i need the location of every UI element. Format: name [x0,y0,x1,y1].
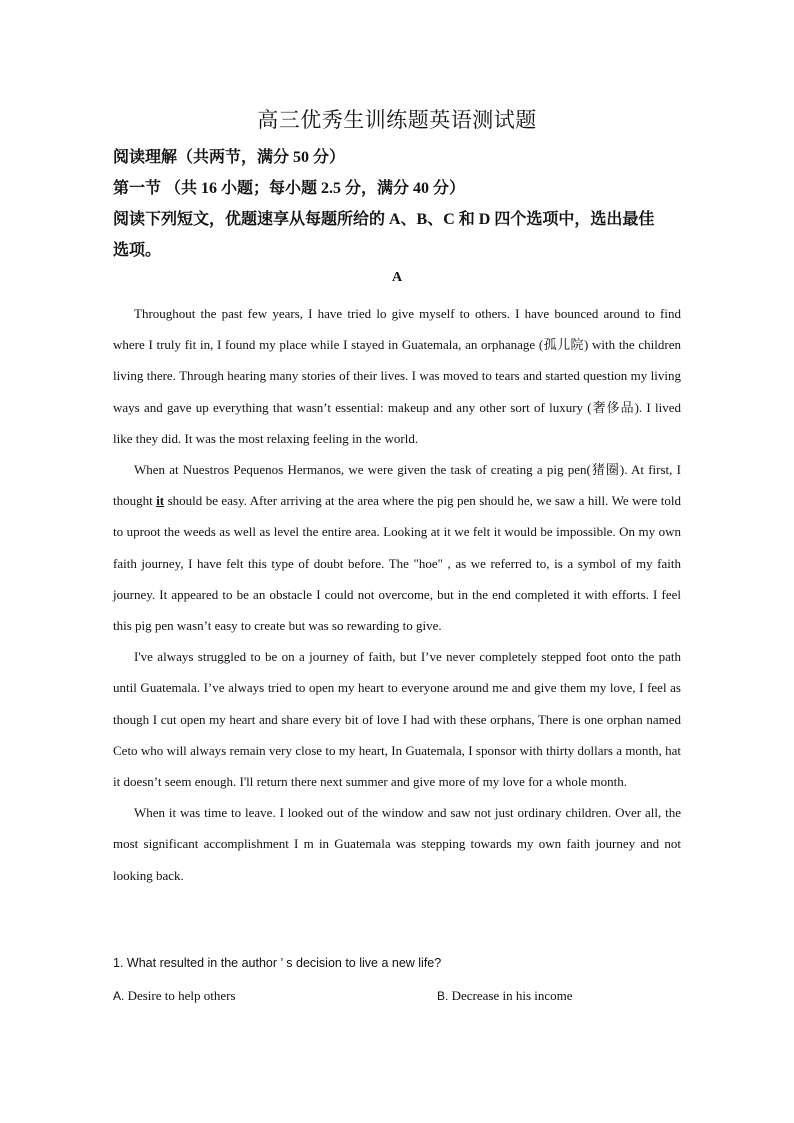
instruction-line-1: 阅读下列短文，优题速享从每题所给的 A、B、C 和 D 四个选项中，选出最佳 [113,211,655,228]
document-title: 高三优秀生训练题英语测试题 [257,108,537,132]
passage-paragraph-1: Throughout the past few years, I have tried lo give myself to others. I have bounced around to find where I truly fit in, I found my place while I stayed in Guatemala, an orphanage (孤儿院) with the children living there. Through hearing many stories of their lives. I was moved to tears and started question my living ways and gave up everything that wasn’t essential: makeup and any other sort of luxury (奢侈品). I lived like they did. It was the most relaxing feeling in the world. [113,306,681,446]
option-b[interactable] [437,988,573,1004]
question-text: What resulted in the author ’ s decision to live a new life? [126,956,442,970]
passage-paragraph-4: When it was time to leave. I looked out of the window and saw not just ordinary children. Over all, the most significant accomplishment I m in Guatemala was stepping towards my own faith journey and not looking back. [113,805,681,883]
option-a-text: Desire to help others [127,988,236,1003]
reading-passage [113,298,681,891]
instruction-line-2: 选项。 [113,242,162,259]
passage-label: A [391,270,403,285]
option-b-text: Decrease in his income [451,988,573,1003]
option-b-letter: B. [437,989,449,1003]
underlined-word-it: it [156,493,165,509]
passage-paragraph-3: I've always struggled to be on a journey of faith, but I’ve never completely stepped foot onto the path until Guatemala. I’ve always tried to open my heart to everyone around me and give them my love, I feel as though I cut open my heart and share every bit of love I had with these orphans, There is one orphan named Ceto who will always remain very close to my heart, In Guatemala, I sponsor with thirty dollars a month, hat it doesn’t seem enough. I'll return there next summer and give more of my love for a whole month. [113,649,681,790]
section-heading: 阅读理解（共两节，满分 50 分） [113,149,346,166]
paragraph-2-rest: should be easy. After arriving at the area where the pig pen should he, we saw a hill. We were told to uproot the weeds as well as level the entire area. Looking at it we felt it would be impossible. On my own faith journey, I have felt this type of doubt before. The "hoe" , as we referred to, is a symbol of my faith journey. It appeared to be an obstacle I could not overcome, but in the end completed it with efforts. I feel this pig pen wasn’t easy to create but was so rewarding to give. [113,493,681,634]
paragraph-2-start: When at Nuestros Pequenos Hermanos, we were given the task of creating a pig pen(猪圈). At first, I thought [113,462,681,509]
question-number: 1. [113,956,124,970]
option-a[interactable] [113,988,236,1004]
part-heading: 第一节 （共 16 小题；每小题 2.5 分，满分 40 分） [113,180,466,197]
option-a-letter: A. [113,989,125,1003]
question-1 [113,956,441,970]
passage-paragraph-2 [113,454,681,641]
